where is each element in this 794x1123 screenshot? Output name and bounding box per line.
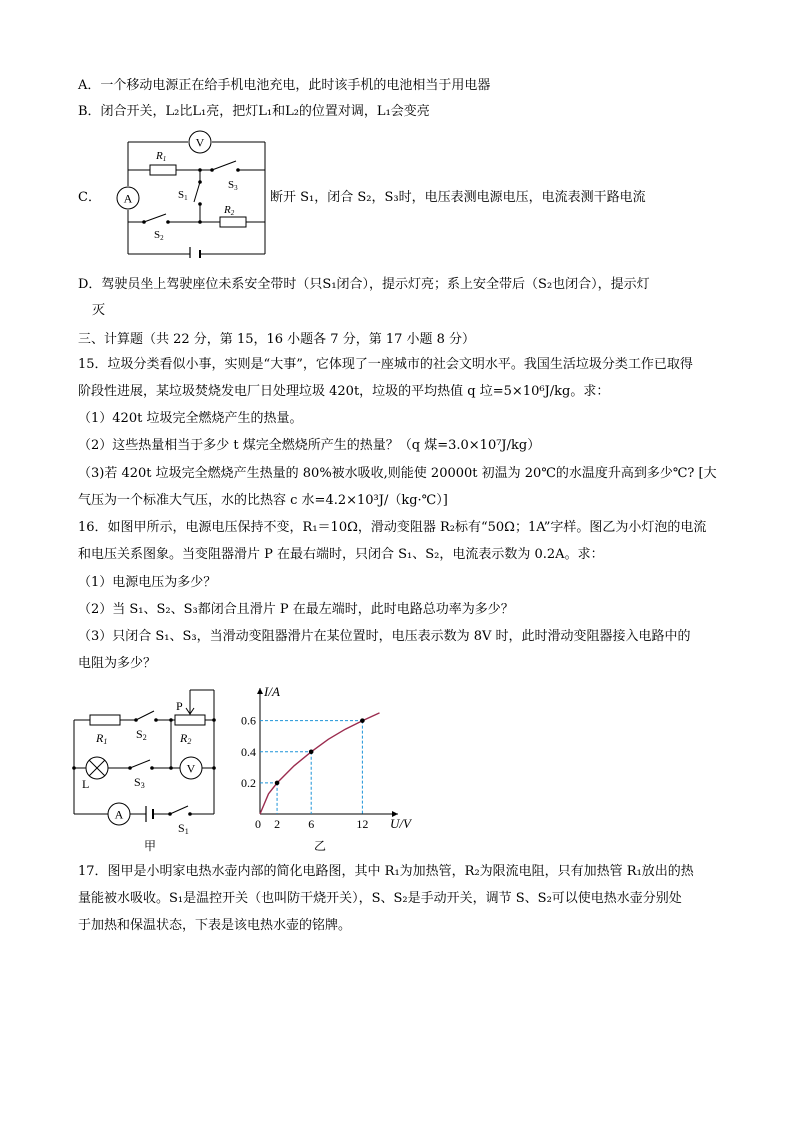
option-d-line2: 灭: [92, 303, 106, 318]
caption-yi: 乙: [314, 839, 327, 852]
x-tick-6: 6: [308, 817, 315, 831]
lamp-l: [86, 757, 108, 779]
data-point-1: [309, 749, 314, 754]
q16-sub2: （2）当 S₁、S₂、S₃都闭合且滑片 P 在最左端时，此时电路总功率为多少？: [78, 602, 514, 617]
voltmeter-c: [189, 131, 211, 153]
q16-sub3-line2: 电阻为多少？: [78, 656, 157, 671]
q15-sub3-line1: （3)若 420t 垃圾完全燃烧产生热量的 80%被水吸收,则能使 20000t 初温为 20℃的水温度升高到多少℃? [大: [78, 466, 717, 481]
label-s2: S2: [154, 229, 164, 242]
caption-jia: 甲: [144, 839, 157, 852]
circuit-jia: [66, 680, 226, 852]
svg-text:V: V: [195, 135, 205, 150]
iu-curve: [260, 713, 380, 814]
label-s3: S3: [228, 179, 238, 192]
x-tick-0: 0: [255, 817, 261, 831]
y-axis-arrow: [257, 688, 263, 694]
y-tick-0.4: 0.4: [241, 744, 256, 759]
y-tick-0.2: 0.2: [241, 775, 256, 790]
svg-text:V: V: [186, 761, 196, 776]
label-s2: S2: [136, 727, 147, 742]
ammeter-jia: [108, 803, 130, 825]
label-s3: S3: [134, 775, 145, 790]
q16-line1: 16．如图甲所示，电源电压保持不变，R₁＝10Ω，滑动变阻器 R₂标有“50Ω；1A”字样。图乙为小灯泡的电流: [78, 520, 707, 535]
q15-sub1: （1）420t 垃圾完全燃烧产生的热量。: [78, 411, 303, 426]
y-tick-0.6: 0.6: [241, 713, 256, 728]
q15-sub3-line2: 气压为一个标准大气压，水的比热容 c 水=4.2×10³J/（kg·℃）]: [78, 493, 448, 508]
label-r1: R1: [96, 731, 108, 746]
x-axis-label: U/V: [390, 816, 411, 831]
data-point-2: [360, 718, 365, 723]
ammeter-c: [117, 187, 139, 209]
q16-line2: 和电压关系图象。当变阻器滑片 P 在最右端时，只闭合 S₁、S₂，电流表示数为 0.2A。求：: [78, 547, 604, 562]
option-c-label: C．: [78, 190, 101, 205]
q17-line2: 量能被水吸收。S₁是温控开关（也叫防干烧开关），S、S₂是手动开关，调节 S、S₂可以使电热水壶分别处: [78, 891, 682, 906]
svg-text:A: A: [123, 191, 133, 206]
section-title: 三、计算题（共 22 分，第 15，16 小题各 7 分，第 17 小题 8 分）: [78, 332, 476, 347]
data-point-0: [275, 781, 280, 786]
label-r2: R2: [180, 731, 192, 746]
label-r1: R1: [156, 150, 167, 163]
label-s1: S1: [178, 189, 188, 202]
svg-text:A: A: [114, 807, 124, 822]
option-c-text: 断开 S₁，闭合 S₂，S₃时，电压表测电源电压，电流表测干路电流: [270, 190, 646, 205]
circuit-option-c: [108, 128, 273, 258]
q15-sub2: （2）这些热量相当于多少 t 煤完全燃烧所产生的热量？（q 煤=3.0×10⁷J/kg）: [78, 438, 541, 453]
q17-line1: 17．图甲是小明家电热水壶内部的简化电路图，其中 R₁为加热管，R₂为限流电阻，只有加热管 R₁放出的热: [78, 864, 694, 879]
q16-sub3-line1: （3）只闭合 S₁、S₃，当滑动变阻器滑片在某位置时，电压表示数为 8V 时，此时滑动变阻器接入电路中的: [78, 629, 691, 644]
label-s1: S1: [178, 821, 189, 836]
x-tick-2: 2: [274, 817, 281, 831]
q15-line2: 阶段性进展，某垃圾焚烧发电厂日处理垃圾 420t，垃圾的平均热值 q 垃=5×10⁶J/kg。求：: [78, 384, 610, 399]
q16-sub1: （1）电源电压为多少？: [78, 575, 217, 590]
q15-line1: 15．垃圾分类看似小事，实则是“大事”，它体现了一座城市的社会文明水平。我国生活垃圾分类工作已取得: [78, 357, 693, 372]
iu-graph: [232, 680, 412, 852]
q17-line3: 于加热和保温状态，下表是该电热水壶的铭牌。: [78, 918, 352, 933]
x-tick-12: 12: [356, 817, 369, 831]
option-a: A．一个移动电源正在给手机电池充电，此时该手机的电池相当于用电器: [78, 78, 491, 93]
option-b: B．闭合开关，L₂比L₁亮，把灯L₁和L₂的位置对调，L₁会变亮: [78, 104, 430, 119]
voltmeter-jia: [180, 757, 202, 779]
y-axis-label: I/A: [264, 684, 280, 699]
label-p: P: [176, 699, 183, 713]
label-l: L: [82, 777, 90, 791]
label-r2: R2: [224, 204, 235, 217]
option-d-line1: D．驾驶员坐上驾驶座位未系安全带时（只S₁闭合），提示灯亮；系上安全带后（S₂也闭合），提示灯: [78, 277, 650, 292]
